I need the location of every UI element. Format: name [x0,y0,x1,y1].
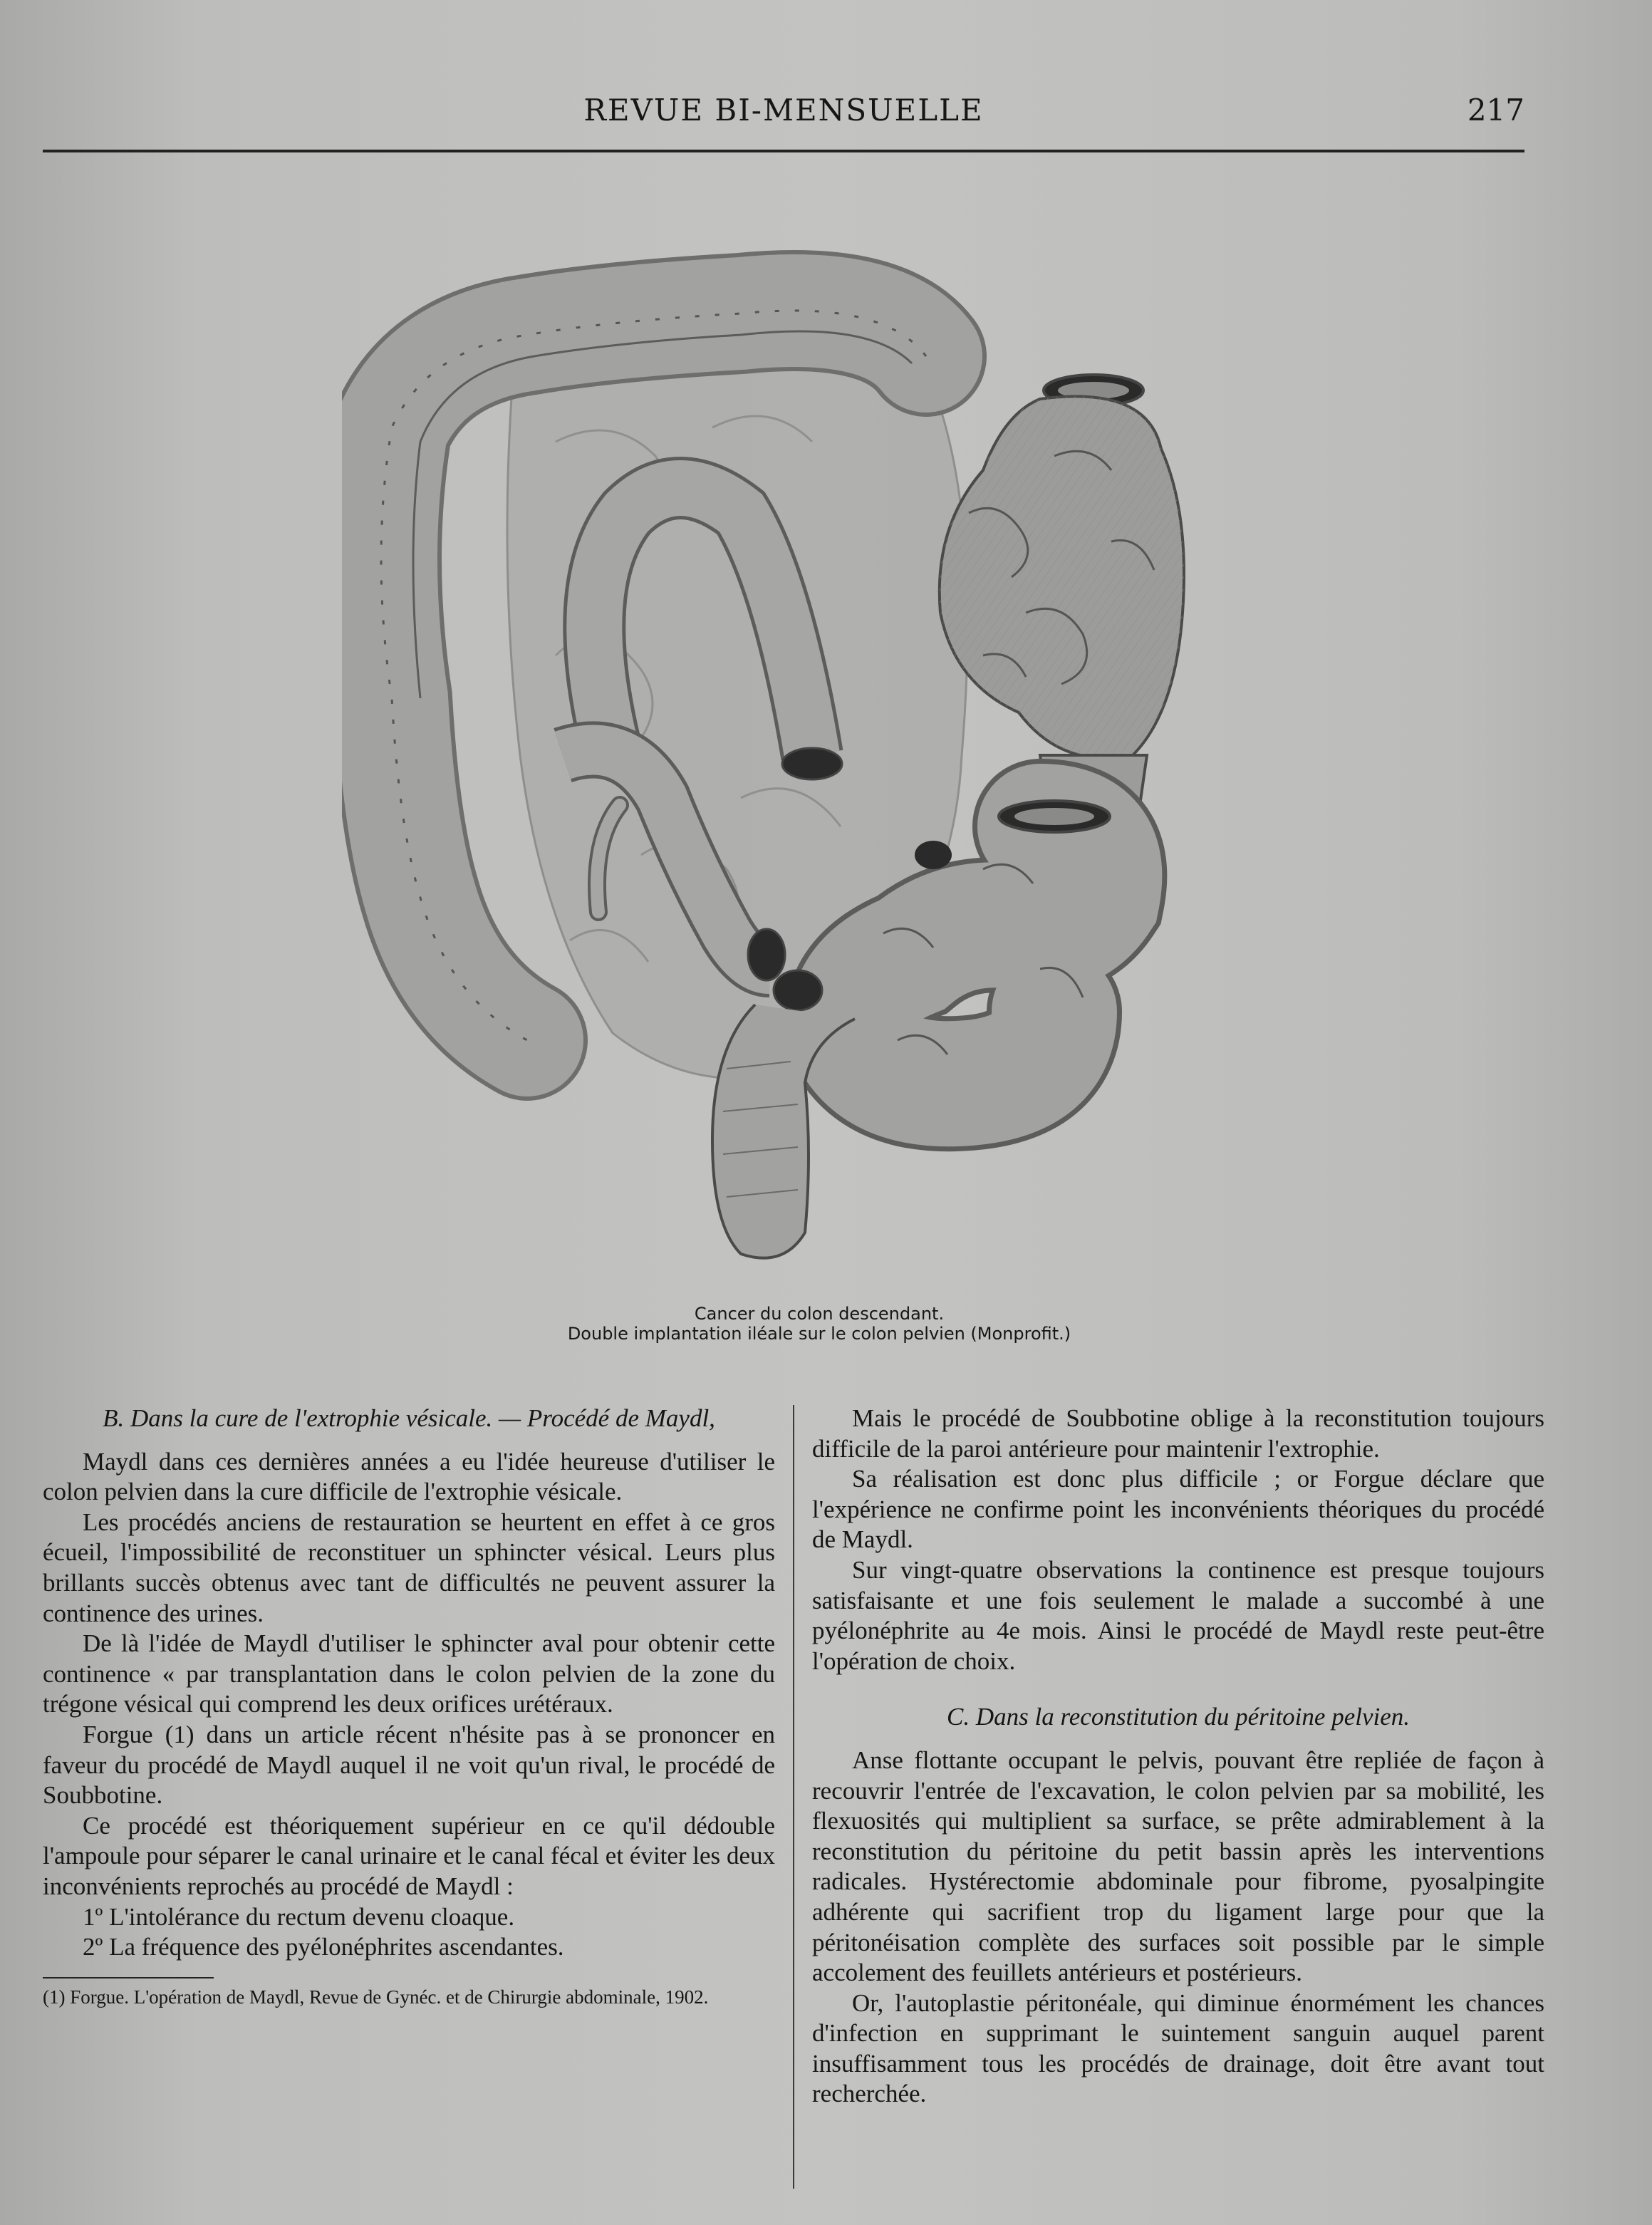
paragraph: Sa réalisation est donc plus difficile ; or Forgue déclare que l'expérience ne confirme point les inconvénients théoriques du procédé de Maydl. [812,1465,1544,1554]
running-head [43,93,1524,142]
right-column [812,1404,1544,2110]
colon-illustration [342,214,1225,1297]
paragraph: Forgue (1) dans un article récent n'hésite pas à se prononcer en faveur du procédé de Maydl auquel il ne voit qu'un rival, le procédé de Soubbotine. [43,1720,775,1810]
section-heading-b: B. Dans la cure de l'extrophie vésicale. — Procédé de Maydl, [103,1404,715,1432]
paragraph: Anse flottante occupant le pelvis, pouvant être repliée de façon à recouvrir l'entrée de l'excavation, le colon pelvien par sa mobilité, les flexuosités qui multiplient sa surface, se prête admirablement à la reconstitution du péritoine du petit bassin après les interventions radicales. Hystérectomie abdominale pour fibrome, pyosalpingite adhérente qui sacrifient trop du ligament large pour que la péritonéisation complète des surfaces soit possible par le simple accolement des feuillets antérieurs et postérieurs. [812,1746,1544,1987]
section-heading-c: C. Dans la reconstitution du péritoine pelvien. [946,1703,1410,1731]
header-rule [43,150,1524,152]
paragraph: Mais le procédé de Soubbotine oblige à la reconstitution toujours difficile de la paroi antérieure pour maintenir l'extrophie. [812,1404,1544,1463]
left-column [43,1404,775,2008]
paragraph: Sur vingt-quatre observations la continence est presque toujours satisfaisante et une fois seulement le malade a succombé à une pyélonéphrite au 4e mois. Ainsi le procédé de Maydl reste peut-être l'opération de choix. [812,1555,1544,1675]
paragraph: Or, l'autoplastie péritonéale, qui diminue énormément les chances d'infection en supprimant le suintement sanguin auquel parent insuffisamment tous les procédés de drainage, doit être avant tout recherchée. [812,1988,1544,2108]
column-divider [793,1405,794,2189]
footnote: (1) Forgue. L'opération de Maydl, Revue de Gynéc. et de Chirurgie abdominale, 1902. [43,1986,709,2008]
paragraph: Ce procédé est théoriquement supérieur en ce qu'il dédouble l'ampoule pour séparer le canal urinaire et le canal fécal et éviter les deux inconvénients reprochés au procédé de Maydl : [43,1811,775,1900]
list-item: 1º L'intolérance du rectum devenu cloaque. [83,1902,515,1931]
figure-caption [427,1304,1211,1344]
page-number: 217 [1467,93,1524,128]
paragraph: Les procédés anciens de restauration se heurtent en effet à ce gros écueil, l'impossibilité de reconstituer un sphincter vésical. Leurs plus brillants succès obtenus avec tant de difficultés ne peuvent assurer la continence des urines. [43,1508,775,1627]
caption-line-1: Cancer du colon descendant. [694,1304,945,1324]
running-title: REVUE BI-MENSUELLE [583,93,984,128]
footnote-rule [43,1977,214,1978]
colon-engraving [342,214,1225,1297]
caption-line-2: Double implantation iléale sur le colon pelvien (Monprofit.) [567,1324,1071,1344]
list-item: 2º La fréquence des pyélonéphrites ascendantes. [83,1933,564,1961]
paragraph: Maydl dans ces dernières années a eu l'idée heureuse d'utiliser le colon pelvien dans la cure difficile de l'extrophie vésicale. [43,1447,775,1506]
paragraph: De là l'idée de Maydl d'utiliser le sphincter aval pour obtenir cette continence « par transplantation dans le colon pelvien de la zone du trégone vésical qui comprend les deux orifices urétéraux. [43,1629,775,1718]
